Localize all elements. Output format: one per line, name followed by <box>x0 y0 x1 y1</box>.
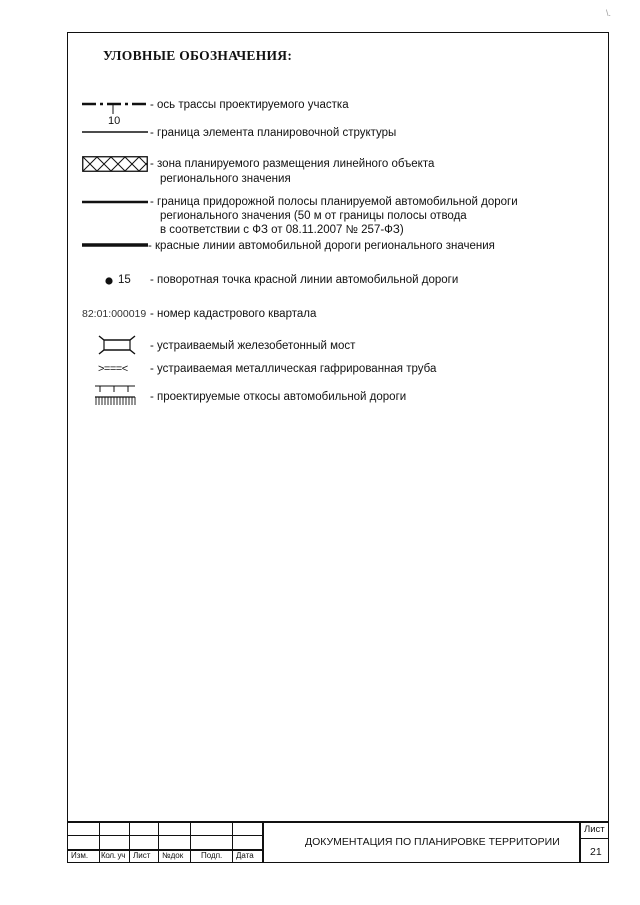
legend-title: УЛОВНЫЕ ОБОЗНАЧЕНИЯ: <box>103 48 293 63</box>
label-signature: Подп. <box>201 851 223 860</box>
sheet-cell-line <box>579 838 609 839</box>
legend-text-cadastral: - номер кадастрового квартала <box>150 308 317 320</box>
turning-point-dot-icon <box>104 276 114 286</box>
legend-text-roadside-line2: регионального значения (50 м от границы полосы отвода <box>160 210 467 222</box>
column-line <box>129 821 130 863</box>
planning-boundary-symbol <box>82 126 148 136</box>
label-change: Изм. <box>71 851 89 860</box>
legend-text-planning-boundary: - граница элемента планировочной структуры <box>150 127 397 139</box>
legend-text-red-lines: - красные линии автомобильной дороги регионального значения <box>148 240 495 252</box>
slopes-icon <box>94 383 136 409</box>
bridge-icon <box>96 334 138 356</box>
label-doc-number: №док <box>162 851 184 860</box>
legend-text-slopes: - проектируемые откосы автомобильной дороги <box>150 391 407 403</box>
document-title: ДОКУМЕНТАЦИЯ ПО ПЛАНИРОВКЕ ТЕРРИТОРИИ <box>305 836 560 848</box>
title-block-divider <box>262 821 264 863</box>
column-line <box>158 821 159 863</box>
label-count: Кол. уч <box>101 851 126 860</box>
legend-text-bridge: - устраиваемый железобетонный мост <box>150 340 356 352</box>
corner-mark: \. <box>606 8 612 18</box>
pipe-icon: >===< <box>98 363 128 375</box>
label-date: Дата <box>236 851 254 860</box>
legend-text-roadside-line1: - граница придорожной полосы планируемой автомобильной дороги <box>150 196 518 208</box>
cadastral-number-sample: 82:01:000019 <box>82 308 147 320</box>
legend-text-roadside-line3: в соответствии с ФЗ от 08.11.2007 № 257-ФЗ) <box>160 224 404 236</box>
title-block-top-border <box>67 821 609 823</box>
column-line <box>99 821 100 863</box>
legend-text-pipe: - устраиваемая металлическая гафрированная труба <box>150 363 437 375</box>
title-block-divider <box>579 821 581 863</box>
red-lines-symbol <box>82 240 148 250</box>
column-line <box>190 821 191 863</box>
legend-text-zone-line1: - зона планируемого размещения линейного объекта <box>150 158 435 170</box>
legend-text-turning-point: - поворотная точка красной линии автомобильной дороги <box>150 274 459 286</box>
roadside-strip-symbol <box>82 196 148 206</box>
turning-point-label: 15 <box>118 274 131 286</box>
label-sheet: Лист <box>133 851 151 860</box>
column-line <box>232 821 233 863</box>
route-axis-label: 10 <box>108 115 121 127</box>
sheet-number: 21 <box>590 846 602 858</box>
sheet-label: Лист <box>584 824 605 835</box>
legend-text-zone-line2: регионального значения <box>160 173 291 185</box>
legend-text-route-axis: - ось трассы проектируемого участка <box>150 99 349 111</box>
crosshatch-zone-symbol <box>82 156 148 172</box>
